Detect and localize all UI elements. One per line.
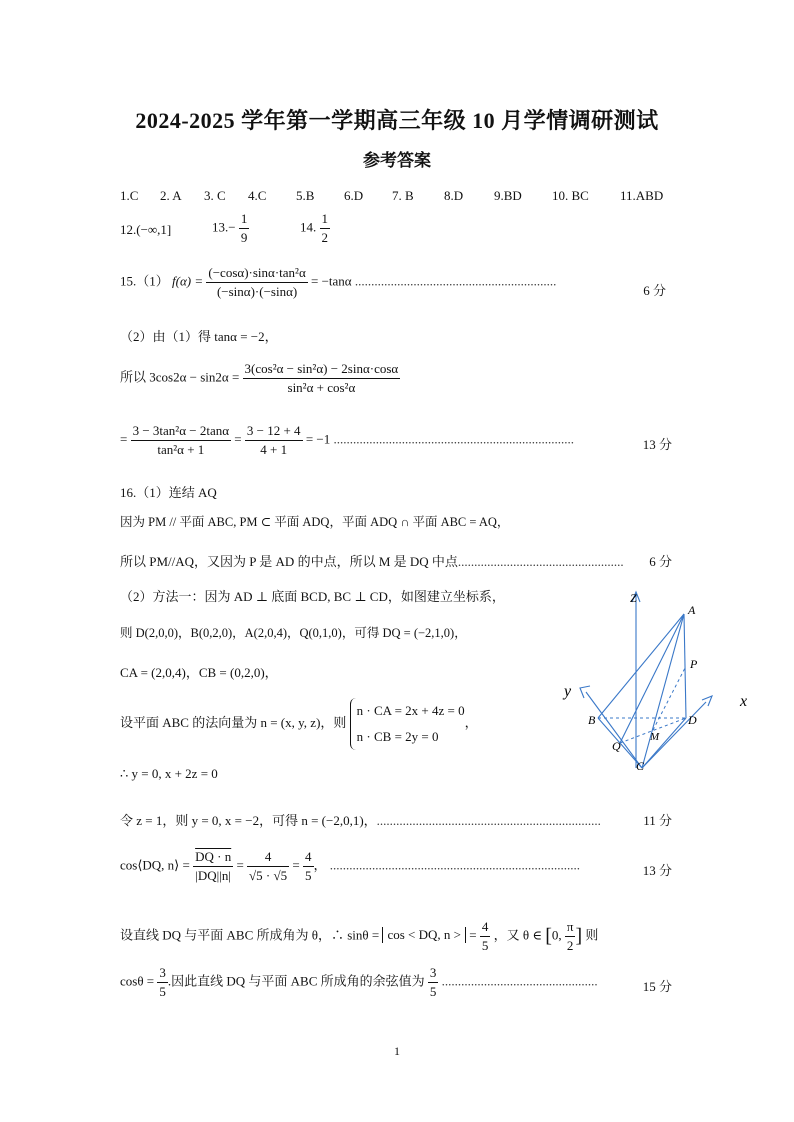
equals: = [469,927,477,943]
q15-fraction [206,264,307,301]
system-eq1: n · CA = 2x + 4z = 0 [356,703,465,718]
edge-MP [653,668,685,730]
cos-numerator: DQ · n [193,848,233,867]
theta-range-text: ，又 θ ∈ [493,927,542,943]
comma: ， [464,714,478,730]
q15-label: 15.（1） [120,273,169,289]
conclusion-fraction [428,964,439,1001]
abs-cos: cos < DQ, n > [382,927,466,943]
choice-answer: 7. B [392,188,414,203]
q15-part2-step2 [120,422,574,459]
q16-line9 [120,810,601,829]
cos-theta-numerator: 3 [157,964,168,983]
answer-q13 [212,210,249,247]
q16-line1: 16.（1）连结 AQ [120,485,217,500]
q13-fraction [239,210,250,247]
q15-numerator: (−cosα)·sinα·tan²α [206,264,307,283]
cos-theta-fraction [157,964,168,1001]
choice-answer: 2. A [160,188,182,203]
cos-fraction-2 [247,848,289,885]
q16-normal-intro: 设平面 ABC 的法向量为 n = (x, y, z)，则 [120,714,347,730]
q16-line10 [120,848,580,885]
q14-fraction [320,210,331,247]
interval-fraction [565,918,576,955]
edge-BA [598,614,684,718]
score-label: 6 分 [643,283,666,298]
q16-line8: ∴ y = 0, x + 2z = 0 [120,766,218,781]
cos-fraction-3 [303,848,314,885]
q15-step2-numerator: 3 − 3tan²α − 2tanα [131,422,231,441]
cos-fraction [193,848,233,885]
cos-denominator-2: √5 · √5 [249,868,288,883]
cos-theta-text: cosθ = [120,973,155,989]
label-c: C [636,759,645,773]
q14-denominator: 2 [321,230,328,245]
cos-denominator: |DQ||n| [195,868,231,883]
q13-sign: − [228,219,236,235]
leader-dots: .............................................................. [354,273,557,289]
q16-line5: 则 D(2,0,0)，B(0,2,0)，A(2,0,4)，Q(0,1,0)，可得 DQ = (−2,1,0)， [120,626,467,640]
leader-dots: ................................................... [457,554,624,569]
label-a: A [688,603,696,617]
leader-dots: ..................................................................... [376,813,601,828]
equals: = [236,857,244,873]
choice-answer: 4.C [248,188,267,203]
q16-line11: 设直线 DQ 与平面 ABC 所成角为 θ，∴ sinθ = cos < DQ, n > = $\frac{4}{5}$ ，又 θ ∈ [0, $\frac{\pi}{2}$ ] 则 [120,919,599,953]
q15-step3-fraction [245,422,303,459]
q15-part2-step1 [120,360,400,397]
q15-result: = −1 [305,431,331,447]
score-label: 6 分 [649,554,672,569]
label-p: P [690,657,698,671]
conclusion-denominator: 5 [429,984,437,999]
q15-step1-numerator: 3(cos²α − sin²α) − 2sinα·cosα [243,360,401,379]
q13-denominator: 9 [240,230,248,245]
cos-theta-denominator: 5 [159,984,166,999]
equals: = [120,431,128,447]
q15-step1-fraction [243,360,401,397]
equation-system [350,698,465,750]
page-number: 1 [394,1044,400,1058]
edge-QA [620,614,684,743]
answer-q14 [300,210,330,247]
page-subtitle: 参考答案 [363,151,431,170]
page-title: 2024-2025 学年第一学期高三年级 10 月学情调研测试 [135,108,659,133]
q15-step3-numerator: 3 − 12 + 4 [245,422,303,441]
interval-denominator: 2 [566,938,574,953]
q15-part2-intro: （2）由（1）得 tanα = −2， [120,329,278,344]
then-text: 则 [585,927,599,943]
system-eq2: n · CB = 2y = 0 [356,729,439,744]
q15-step1-denominator: sin²α + cos²α [287,380,356,395]
interval-start: 0, [551,927,562,943]
label-b: B [588,713,596,727]
label-x: x [740,693,748,710]
equals: = [292,857,300,873]
sin-theta-text: 设直线 DQ 与平面 ABC 所成角为 θ，∴ sinθ = [120,927,380,943]
y-axis [586,692,642,768]
q16-line7 [120,698,478,750]
q13-numerator: 1 [239,210,250,229]
q15-rhs: = −tanα [311,273,352,289]
coordinate-figure [556,588,756,774]
score-label: 13 分 [642,437,672,452]
equals: = [234,431,242,447]
label-q: Q [612,739,621,753]
label-d: D [688,713,697,727]
q15-step3-denominator: 4 + 1 [260,442,288,457]
choice-answer: 3. C [204,188,226,203]
choice-answer: 9.BD [494,188,522,203]
conclusion-numerator: 3 [428,964,439,983]
choice-answer: 11.ABD [620,188,664,203]
q15-step2-denominator: tan²α + 1 [157,442,205,457]
q16-line3 [120,551,624,570]
choice-answer: 10. BC [552,188,589,203]
q16-line6: CA = (2,0,4)，CB = (0,2,0)， [120,665,278,680]
choice-answer: 8.D [444,188,464,203]
q14-numerator: 1 [320,210,331,229]
figure-dashed-lines [598,668,686,743]
q13-label: 13. [212,219,229,235]
q15-so: 所以 3cos2α − sin2α = [120,369,240,385]
comma: ， [313,857,327,873]
answer-q12: 12.(−∞,1] [120,222,172,237]
leader-dots: .......................................................................... [333,431,574,447]
leader-dots: ............................................................................. [329,857,581,873]
sin-denominator: 5 [481,938,489,953]
q16-line12 [120,964,598,1001]
sin-fraction [480,918,491,955]
interval-numerator: π [565,918,576,937]
q16-line9-text: 令 z = 1，则 y = 0, x = −2，可得 n = (−2,0,1)， [120,813,377,828]
cos-lhs: cos⟨DQ, n⟩ = [120,857,190,873]
edge-AD [684,614,686,718]
choice-answer: 1.C [120,188,139,203]
q15-part1 [120,264,556,301]
cos-denominator-3: 5 [305,868,312,883]
figure-lines [580,592,712,768]
q16-line4: （2）方法一：因为 AD ⊥ 底面 BCD, BC ⊥ CD，如图建立坐标系， [120,589,505,604]
score-label: 15 分 [642,979,672,994]
q16-line3-text: 所以 PM//AQ，又因为 P 是 AD 的中点，所以 M 是 DQ 中点 [120,554,458,569]
conclusion-text: .因此直线 DQ 与平面 ABC 所成角的余弦值为 [167,973,425,989]
label-m: M [650,731,660,743]
q16-line2: 因为 PM // 平面 ABC, PM ⊂ 平面 ADQ，平面 ADQ ∩ 平面 ABC = AQ， [120,515,510,529]
score-label: 13 分 [642,863,672,878]
q14-label: 14. [300,219,317,235]
q15-lhs: f(α) = [172,273,204,289]
choice-answer: 6.D [344,188,364,203]
cos-numerator-2: 4 [247,848,289,867]
q15-denominator: (−sinα)·(−sinα) [216,284,298,299]
leader-dots: ................................................ [441,973,598,989]
label-z: Z [630,591,637,605]
cos-numerator-3: 4 [303,848,314,867]
choice-answer: 5.B [296,188,315,203]
sin-numerator: 4 [480,918,491,937]
score-label: 11 分 [643,813,672,828]
q15-step2-fraction [131,422,231,459]
label-y: y [564,683,572,700]
